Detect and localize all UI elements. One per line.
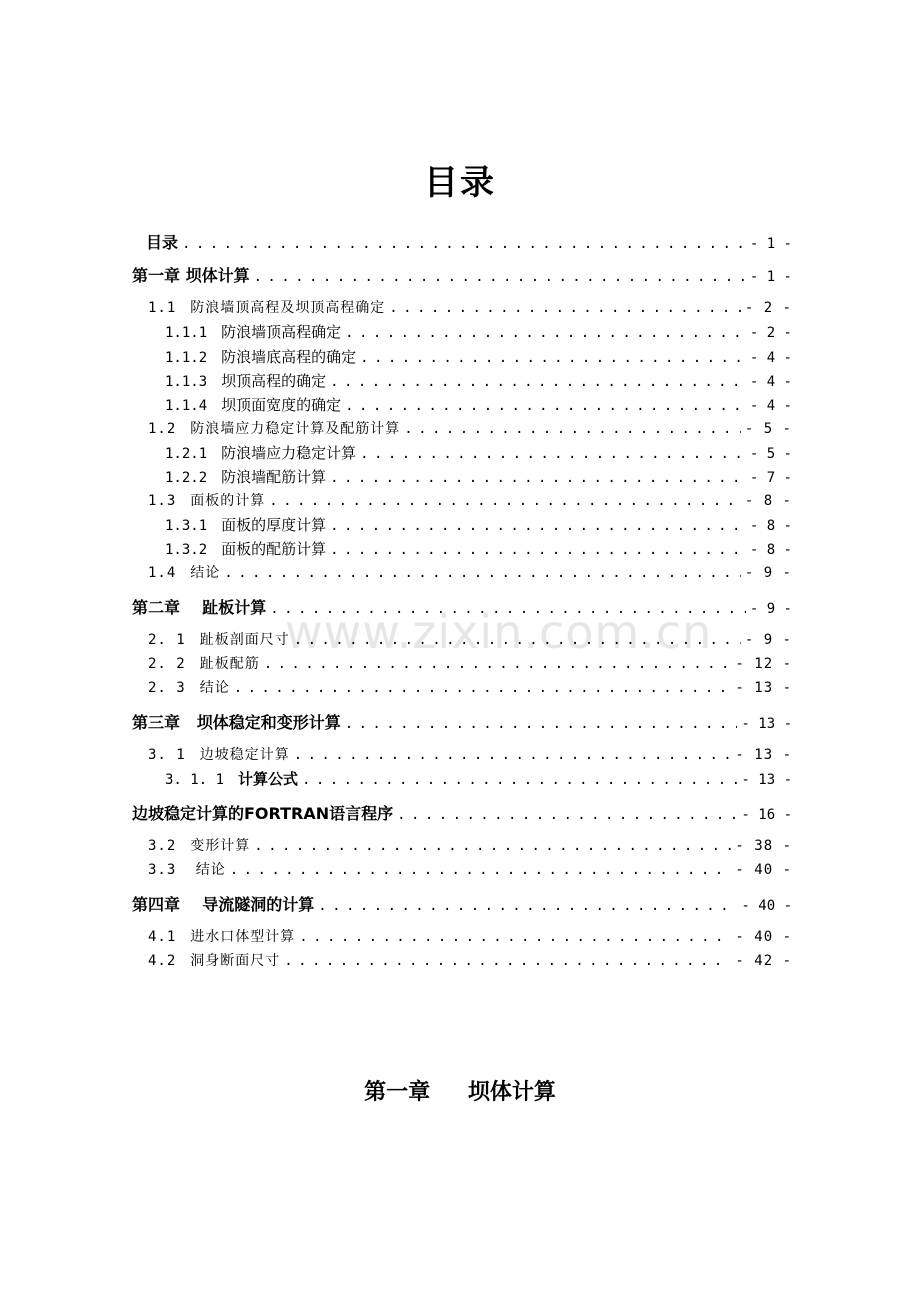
toc-leader xyxy=(360,446,746,462)
toc-page: - 4 - xyxy=(749,374,792,390)
toc-entry[interactable] xyxy=(148,859,792,881)
toc-leader xyxy=(269,493,741,509)
toc-page: - 13 - xyxy=(735,747,792,763)
toc-leader xyxy=(264,656,732,672)
toc-leader xyxy=(230,862,732,878)
toc-entry[interactable] xyxy=(148,562,792,584)
toc-entry[interactable] xyxy=(165,514,792,536)
toc-entry[interactable] xyxy=(132,710,792,732)
toc-page: - 7 - xyxy=(749,470,792,486)
toc-number: 2. 2 xyxy=(148,656,186,672)
toc-text: 变形计算 xyxy=(190,838,251,854)
toc-number: 1.1.4 xyxy=(165,398,208,414)
toc-leader xyxy=(284,953,731,969)
toc-entry[interactable] xyxy=(165,346,792,368)
toc-leader xyxy=(389,300,741,316)
toc-entry[interactable] xyxy=(148,835,792,857)
toc-leader xyxy=(294,632,741,648)
toc-entry[interactable] xyxy=(148,418,792,440)
toc-page: - 2 - xyxy=(744,300,792,316)
toc-number: 4.1 xyxy=(148,929,177,945)
toc-number: 1.1.2 xyxy=(165,350,208,366)
toc-entry[interactable] xyxy=(148,677,792,699)
toc-page: - 5 - xyxy=(749,446,792,462)
toc-leader xyxy=(345,325,746,341)
toc-page: - 40 - xyxy=(735,862,792,878)
toc-number: 1.1.1 xyxy=(165,325,208,341)
toc-page: - 42 - xyxy=(735,953,792,969)
toc-number: 1.3 xyxy=(148,493,177,509)
toc-number: 1.2.2 xyxy=(165,470,208,486)
toc-number: 1.3.1 xyxy=(165,518,208,534)
toc-text: 结论 xyxy=(190,565,221,581)
toc-text: 结论 xyxy=(190,862,226,878)
toc-text: 坝顶高程的确定 xyxy=(221,372,327,390)
toc-leader xyxy=(330,374,746,390)
toc-entry[interactable] xyxy=(148,653,792,675)
toc-entry[interactable] xyxy=(165,394,792,416)
toc-entry[interactable] xyxy=(132,595,792,617)
toc-text: 边坡稳定计算的FORTRAN语言程序 xyxy=(132,804,394,823)
toc-entry[interactable] xyxy=(132,230,792,252)
toc-entry[interactable] xyxy=(148,744,792,766)
toc-text: 趾板配筋 xyxy=(199,656,260,672)
toc-page: - 4 - xyxy=(749,398,792,414)
toc-leader xyxy=(330,542,746,558)
toc-text: 防浪墙配筋计算 xyxy=(221,468,327,486)
toc-text: 防浪墙应力稳定计算 xyxy=(221,444,357,462)
toc-leader xyxy=(182,236,746,252)
toc-number: 2. 3 xyxy=(148,680,186,696)
toc-entry[interactable] xyxy=(148,629,792,651)
toc-leader xyxy=(360,350,746,366)
toc-leader xyxy=(397,807,737,823)
toc-page: - 8 - xyxy=(744,493,792,509)
toc-number: 1.3.2 xyxy=(165,542,208,558)
toc-leader xyxy=(254,269,746,285)
toc-number: 4.2 xyxy=(148,953,177,969)
toc-entry[interactable] xyxy=(148,950,792,972)
toc-text: 计算公式 xyxy=(238,770,299,788)
toc-page: - 8 - xyxy=(749,542,792,558)
toc-leader xyxy=(318,898,737,914)
toc-leader xyxy=(294,747,732,763)
toc-text: 边坡稳定计算 xyxy=(199,747,290,763)
toc-entry[interactable] xyxy=(165,768,792,790)
toc-number: 1.2.1 xyxy=(165,446,208,462)
toc-entry[interactable] xyxy=(132,801,792,823)
toc-text: 防浪墙应力稳定计算及配筋计算 xyxy=(190,421,401,437)
toc-page: - 40 - xyxy=(741,898,792,914)
toc-text: 第二章 趾板计算 xyxy=(132,598,267,617)
toc-leader xyxy=(345,716,738,732)
toc-page: - 9 - xyxy=(749,601,792,617)
toc-leader xyxy=(330,518,746,534)
toc-number: 3.2 xyxy=(148,838,177,854)
toc-entry[interactable] xyxy=(165,321,792,343)
toc-text: 趾板剖面尺寸 xyxy=(199,632,290,648)
toc-page: - 12 - xyxy=(735,656,792,672)
toc-number: 1.2 xyxy=(148,421,177,437)
toc-text: 第一章 坝体计算 xyxy=(132,266,250,285)
toc-number: 1.1 xyxy=(148,300,177,316)
toc-text: 第四章 导流隧洞的计算 xyxy=(132,895,315,914)
toc-page: - 9 - xyxy=(744,632,792,648)
toc-page: - 2 - xyxy=(749,325,792,341)
toc-text: 面板的配筋计算 xyxy=(221,540,327,558)
toc-page: - 40 - xyxy=(735,929,792,945)
toc-page: - 1 - xyxy=(749,236,792,252)
toc-page: - 13 - xyxy=(735,680,792,696)
page-title: 目录 xyxy=(424,163,496,203)
toc-entry[interactable] xyxy=(148,490,792,512)
toc-leader xyxy=(270,601,746,617)
chapter-heading: 第一章 坝体计算 xyxy=(364,1080,556,1105)
toc-leader xyxy=(234,680,732,696)
toc-leader xyxy=(404,421,741,437)
toc-text: 防浪墙顶高程及坝顶高程确定 xyxy=(190,300,386,316)
toc-text: 洞身断面尺寸 xyxy=(190,953,281,969)
toc-text: 面板的计算 xyxy=(190,493,266,509)
toc-entry[interactable] xyxy=(148,297,792,319)
toc-page: - 13 - xyxy=(741,716,792,732)
toc-entry[interactable] xyxy=(165,538,792,560)
toc-page: - 16 - xyxy=(741,807,792,823)
toc-number: 1.1.3 xyxy=(165,374,208,390)
toc-entry[interactable] xyxy=(165,442,792,464)
toc-leader xyxy=(330,470,746,486)
toc-leader xyxy=(302,772,737,788)
toc-text: 防浪墙底高程的确定 xyxy=(221,348,357,366)
toc-number: 3. 1 xyxy=(148,747,186,763)
watermark: www.zixin.com.cn xyxy=(285,605,713,659)
toc-number: 1.4 xyxy=(148,565,177,581)
toc-page: - 4 - xyxy=(749,350,792,366)
toc-leader xyxy=(299,929,731,945)
toc-text: 坝顶面宽度的确定 xyxy=(221,396,342,414)
toc-text: 进水口体型计算 xyxy=(190,929,296,945)
toc-page: - 9 - xyxy=(744,565,792,581)
toc-text: 目录 xyxy=(146,233,179,252)
toc-leader xyxy=(345,398,746,414)
toc-page: - 5 - xyxy=(744,421,792,437)
toc-page: - 1 - xyxy=(749,269,792,285)
toc-number: 2. 1 xyxy=(148,632,186,648)
toc-number: 3. 1. 1 xyxy=(165,772,225,788)
toc-text: 第三章 坝体稳定和变形计算 xyxy=(132,713,341,732)
toc-number: 3.3 xyxy=(148,862,177,878)
toc-leader xyxy=(224,565,741,581)
toc-leader xyxy=(254,838,731,854)
toc-entry[interactable] xyxy=(165,370,792,392)
toc-page: - 13 - xyxy=(741,772,792,788)
toc-text: 结论 xyxy=(199,680,230,696)
toc-page: - 38 - xyxy=(735,838,792,854)
toc-page: - 8 - xyxy=(749,518,792,534)
toc-text: 防浪墙顶高程确定 xyxy=(221,323,342,341)
toc-entry[interactable] xyxy=(132,892,792,914)
toc-text: 面板的厚度计算 xyxy=(221,516,327,534)
toc-entry[interactable] xyxy=(132,263,792,285)
toc-entry[interactable] xyxy=(165,466,792,488)
toc-entry[interactable] xyxy=(148,926,792,948)
